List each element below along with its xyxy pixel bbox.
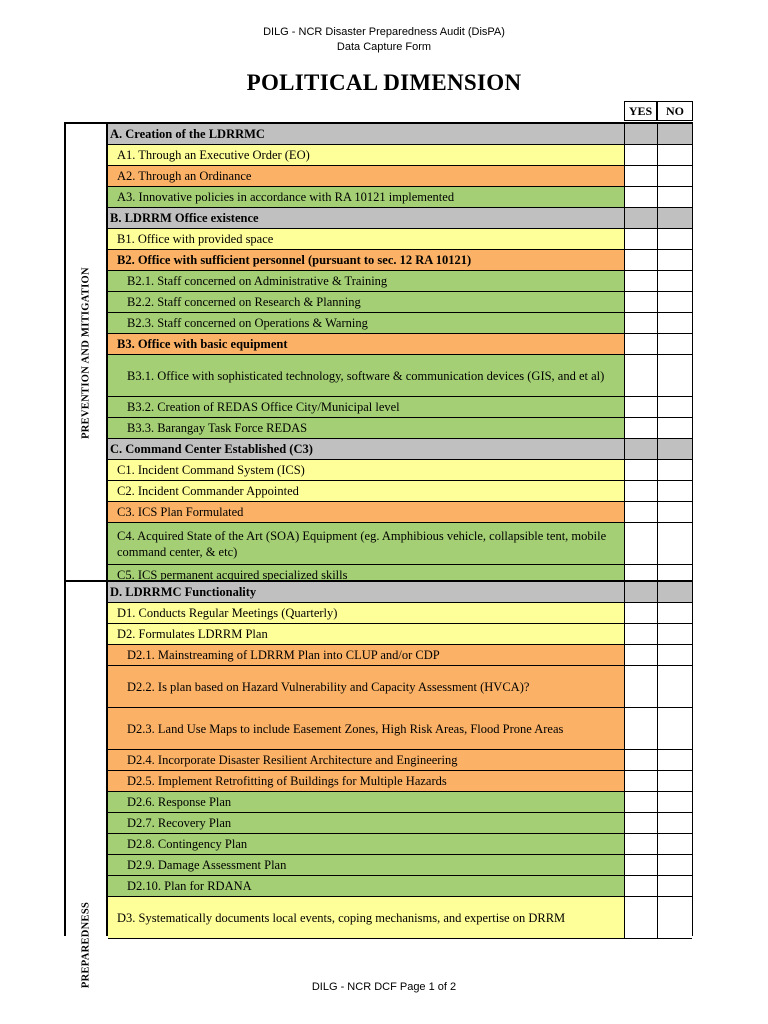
item-label: B3.3. Barangay Task Force REDAS xyxy=(108,418,625,438)
item-label: D2.5. Implement Retrofitting of Buildings for Multiple Hazards xyxy=(108,771,625,791)
item-label: D2.6. Response Plan xyxy=(108,792,625,812)
no-checkbox-cell[interactable] xyxy=(658,603,692,623)
checklist-row xyxy=(108,187,692,208)
header-blank-cell xyxy=(625,208,658,228)
item-label: A1. Through an Executive Order (EO) xyxy=(108,145,625,165)
yes-checkbox-cell[interactable] xyxy=(625,855,658,875)
checklist-row xyxy=(108,750,692,771)
no-checkbox-cell[interactable] xyxy=(658,271,692,291)
item-label: C. Command Center Established (C3) xyxy=(108,439,625,459)
item-label: A. Creation of the LDRRMC xyxy=(108,124,625,144)
no-checkbox-cell[interactable] xyxy=(658,645,692,665)
item-label: B. LDRRM Office existence xyxy=(108,208,625,228)
yes-checkbox-cell[interactable] xyxy=(625,334,658,354)
item-label: A2. Through an Ordinance xyxy=(108,166,625,186)
checklist-row xyxy=(108,334,692,355)
checklist-row xyxy=(108,876,692,897)
no-checkbox-cell[interactable] xyxy=(658,708,692,749)
item-label: D3. Systematically documents local events, coping mechanisms, and expertise on DRRM xyxy=(108,897,625,938)
yes-checkbox-cell[interactable] xyxy=(625,313,658,333)
checklist-rows xyxy=(108,124,692,586)
yes-checkbox-cell[interactable] xyxy=(625,771,658,791)
no-checkbox-cell[interactable] xyxy=(658,355,692,396)
item-label: C3. ICS Plan Formulated xyxy=(108,502,625,522)
no-checkbox-cell[interactable] xyxy=(658,250,692,270)
yes-checkbox-cell[interactable] xyxy=(625,502,658,522)
checklist-row xyxy=(108,813,692,834)
no-checkbox-cell[interactable] xyxy=(658,792,692,812)
checklist-rows xyxy=(108,582,692,939)
item-label: A3. Innovative policies in accordance with RA 10121 implemented xyxy=(108,187,625,207)
header-blank-cell xyxy=(658,582,692,602)
checklist-row xyxy=(108,481,692,502)
checklist-row xyxy=(108,166,692,187)
header-blank-cell xyxy=(658,124,692,144)
no-checkbox-cell[interactable] xyxy=(658,855,692,875)
checklist-row xyxy=(108,834,692,855)
yes-checkbox-cell[interactable] xyxy=(625,792,658,812)
category-header-row xyxy=(108,208,692,229)
no-checkbox-cell[interactable] xyxy=(658,460,692,480)
checklist-row xyxy=(108,645,692,666)
header-blank-cell xyxy=(625,582,658,602)
checklist-row xyxy=(108,460,692,481)
header-blank-cell xyxy=(658,208,692,228)
form-header-line2: Data Capture Form xyxy=(336,41,432,53)
yes-checkbox-cell[interactable] xyxy=(625,708,658,749)
checklist-row xyxy=(108,292,692,313)
no-checkbox-cell[interactable] xyxy=(658,334,692,354)
checklist-row xyxy=(108,708,692,750)
item-label: C1. Incident Command System (ICS) xyxy=(108,460,625,480)
no-checkbox-cell[interactable] xyxy=(658,771,692,791)
item-label: D2.9. Damage Assessment Plan xyxy=(108,855,625,875)
yes-checkbox-cell[interactable] xyxy=(625,481,658,501)
checklist-row xyxy=(108,603,692,624)
no-checkbox-cell[interactable] xyxy=(658,813,692,833)
yes-checkbox-cell[interactable] xyxy=(625,523,658,564)
item-label: C5. ICS permanent acquired specialized skills xyxy=(108,565,625,585)
yes-checkbox-cell[interactable] xyxy=(625,271,658,291)
checklist-row xyxy=(108,271,692,292)
item-label: B3.1. Office with sophisticated technology, software & communication devices (GIS, and et al) xyxy=(108,355,625,396)
item-label: D2.3. Land Use Maps to include Easement Zones, High Risk Areas, Flood Prone Areas xyxy=(108,708,625,749)
no-checkbox-cell[interactable] xyxy=(658,397,692,417)
item-label: D2.2. Is plan based on Hazard Vulnerability and Capacity Assessment (HVCA)? xyxy=(108,666,625,707)
checklist-row xyxy=(108,666,692,708)
yes-checkbox-cell[interactable] xyxy=(625,187,658,207)
checklist-row xyxy=(108,397,692,418)
yes-checkbox-cell[interactable] xyxy=(625,813,658,833)
yes-checkbox-cell[interactable] xyxy=(625,834,658,854)
checklist-row xyxy=(108,502,692,523)
yes-checkbox-cell[interactable] xyxy=(625,460,658,480)
header-blank-cell xyxy=(625,439,658,459)
form-header-line1: DILG - NCR Disaster Preparedness Audit (DisPA) xyxy=(263,26,505,38)
yes-checkbox-cell[interactable] xyxy=(625,624,658,644)
checklist-row xyxy=(108,792,692,813)
yes-checkbox-cell[interactable] xyxy=(625,897,658,938)
no-checkbox-cell[interactable] xyxy=(658,292,692,312)
no-checkbox-cell[interactable] xyxy=(658,523,692,564)
yes-checkbox-cell[interactable] xyxy=(625,418,658,438)
checklist-row xyxy=(108,523,692,565)
page-title: POLITICAL DIMENSION xyxy=(246,70,522,95)
checklist-row xyxy=(108,771,692,792)
item-label: C4. Acquired State of the Art (SOA) Equipment (eg. Amphibious vehicle, collapsible tent, mobile command center, & etc) xyxy=(108,523,625,564)
section-label: PREPAREDNESS xyxy=(66,582,108,936)
checklist-row xyxy=(108,418,692,439)
checklist-row xyxy=(108,624,692,645)
yes-checkbox-cell[interactable] xyxy=(625,876,658,896)
item-label: D2.4. Incorporate Disaster Resilient Architecture and Engineering xyxy=(108,750,625,770)
no-checkbox-cell[interactable] xyxy=(658,481,692,501)
no-checkbox-cell[interactable] xyxy=(658,187,692,207)
no-checkbox-cell[interactable] xyxy=(658,502,692,522)
checklist-row xyxy=(108,250,692,271)
yes-checkbox-cell[interactable] xyxy=(625,145,658,165)
yes-checkbox-cell[interactable] xyxy=(625,250,658,270)
no-checkbox-cell[interactable] xyxy=(658,313,692,333)
item-label: D. LDRRMC Functionality xyxy=(108,582,625,602)
yes-checkbox-cell[interactable] xyxy=(625,666,658,707)
no-column-header: NO xyxy=(657,101,693,121)
item-label: B2. Office with sufficient personnel (pursuant to sec. 12 RA 10121) xyxy=(108,250,625,270)
yes-checkbox-cell[interactable] xyxy=(625,645,658,665)
item-label: B3. Office with basic equipment xyxy=(108,334,625,354)
item-label: B3.2. Creation of REDAS Office City/Municipal level xyxy=(108,397,625,417)
yes-checkbox-cell[interactable] xyxy=(625,292,658,312)
item-label: C2. Incident Commander Appointed xyxy=(108,481,625,501)
item-label: B2.3. Staff concerned on Operations & Warning xyxy=(108,313,625,333)
yes-checkbox-cell[interactable] xyxy=(625,750,658,770)
item-label: D2.8. Contingency Plan xyxy=(108,834,625,854)
section-prevention-mitigation xyxy=(64,122,693,582)
category-header-row xyxy=(108,439,692,460)
no-checkbox-cell[interactable] xyxy=(658,750,692,770)
yes-checkbox-cell[interactable] xyxy=(625,397,658,417)
no-checkbox-cell[interactable] xyxy=(658,418,692,438)
no-checkbox-cell[interactable] xyxy=(658,166,692,186)
checklist-row xyxy=(108,313,692,334)
yes-checkbox-cell[interactable] xyxy=(625,166,658,186)
item-label: D2.10. Plan for RDANA xyxy=(108,876,625,896)
item-label: D2.1. Mainstreaming of LDRRM Plan into CLUP and/or CDP xyxy=(108,645,625,665)
no-checkbox-cell[interactable] xyxy=(658,666,692,707)
checklist-row xyxy=(108,145,692,166)
item-label: B2.2. Staff concerned on Research & Planning xyxy=(108,292,625,312)
checklist-row xyxy=(108,355,692,397)
no-checkbox-cell[interactable] xyxy=(658,876,692,896)
yes-column-header: YES xyxy=(624,101,657,121)
header-blank-cell xyxy=(625,124,658,144)
page-footer: DILG - NCR DCF Page 1 of 2 xyxy=(311,981,457,993)
category-header-row xyxy=(108,124,692,145)
no-checkbox-cell[interactable] xyxy=(658,145,692,165)
checklist-row xyxy=(108,897,692,939)
item-label: D2.7. Recovery Plan xyxy=(108,813,625,833)
checklist-row xyxy=(108,855,692,876)
no-checkbox-cell[interactable] xyxy=(658,624,692,644)
category-header-row xyxy=(108,582,692,603)
yes-checkbox-cell[interactable] xyxy=(625,603,658,623)
item-label: B1. Office with provided space xyxy=(108,229,625,249)
no-checkbox-cell[interactable] xyxy=(658,834,692,854)
checklist-row xyxy=(108,229,692,250)
item-label: D1. Conducts Regular Meetings (Quarterly) xyxy=(108,603,625,623)
section-label: PREVENTION AND MITIGATION xyxy=(66,124,108,582)
item-label: B2.1. Staff concerned on Administrative & Training xyxy=(108,271,625,291)
no-checkbox-cell[interactable] xyxy=(658,229,692,249)
no-checkbox-cell[interactable] xyxy=(658,897,692,938)
header-blank-cell xyxy=(658,439,692,459)
yes-checkbox-cell[interactable] xyxy=(625,355,658,396)
item-label: D2. Formulates LDRRM Plan xyxy=(108,624,625,644)
yes-checkbox-cell[interactable] xyxy=(625,229,658,249)
